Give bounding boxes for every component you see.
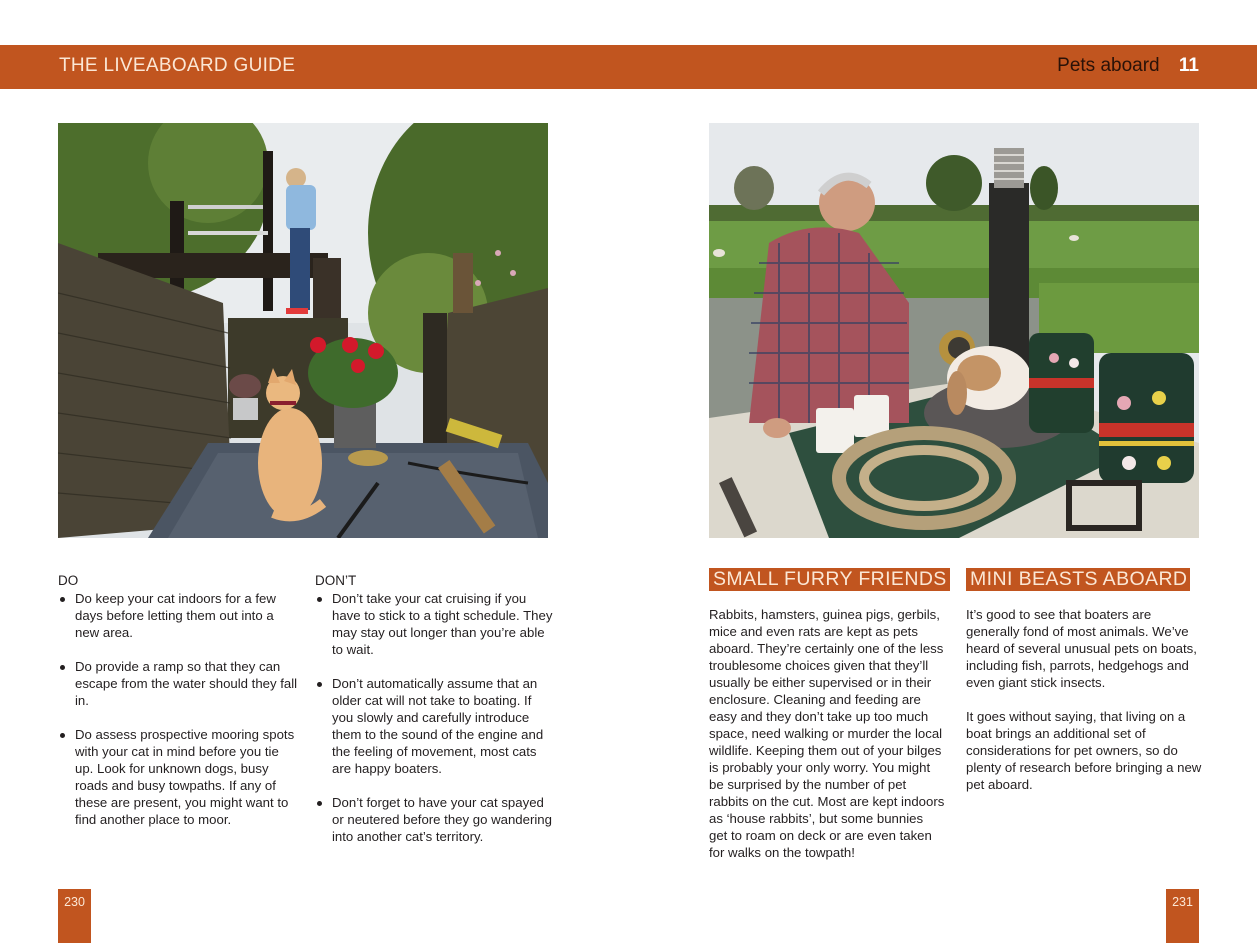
do-list [58, 590, 298, 828]
chapter-number: 11 [1178, 55, 1199, 76]
small-furry-friends-body [709, 606, 945, 861]
mini-beasts-heading: MINI BEASTS ABOARD [966, 568, 1190, 591]
small-furry-friends-section [709, 568, 945, 878]
section-title: Pets aboard [1057, 55, 1160, 76]
dont-heading: DON’T [315, 573, 357, 588]
header-section-info [1057, 55, 1199, 77]
mini-beasts-section [966, 568, 1202, 810]
do-column [58, 572, 298, 845]
do-item: Do assess prospective mooring spots with your cat in mind before you tie up. Look for unknown dogs, busy roads and busy towpaths. If any of these are present, you might want to find another place to moor. [58, 726, 298, 828]
dont-list [315, 590, 555, 845]
do-item: Do keep your cat indoors for a few days before letting them out into a new area. [58, 590, 298, 641]
photo-rabbit-on-boat [709, 123, 1199, 538]
man-with-rabbit-image [709, 123, 1199, 538]
body-paragraph: It’s good to see that boaters are generally fond of most animals. We’ve heard of several unusual pets on boats, including fish, parrots, hedgehogs and even giant stick insects. [966, 607, 1197, 690]
mini-beasts-body [966, 606, 1202, 793]
do-item: Do provide a ramp so that they can escape from the water should they fall in. [58, 658, 298, 709]
dont-item: Don’t take your cat cruising if you have to stick to a tight schedule. They may stay out longer than you’re able to wait. [315, 590, 555, 658]
body-paragraph: Rabbits, hamsters, guinea pigs, gerbils, mice and even rats are kept as pets aboard. They’re certainly one of the less troublesome choices given that they’ll usually be either supervised or in their enclosure. Cleaning and feeding are easy and they don’t take up too much space, need walking or murder the local wildlife. Keeping them out of your bilges is probably your only worry. You might be surprised by the number of pet rabbits on the cut. Most are kept indoors as ‘house rabbits’, but some bunnies get to roam on deck or are even taken for walks on the towpath! [709, 607, 945, 860]
running-header [0, 45, 1257, 89]
dont-item: Don’t automatically assume that an older cat will not take to boating. If you slowly and carefully introduce them to the sound of the engine and the feeling of movement, most cats are happy boaters. [315, 675, 555, 777]
book-title: THE LIVEABOARD GUIDE [59, 55, 296, 76]
cat-in-lock-image [58, 123, 548, 538]
page-number-right: 231 [1166, 889, 1199, 943]
small-furry-friends-heading: SMALL FURRY FRIENDS [709, 568, 950, 591]
dont-item: Don’t forget to have your cat spayed or neutered before they go wandering into another cat’s territory. [315, 794, 555, 845]
body-paragraph: It goes without saying, that living on a boat brings an additional set of considerations for pet owners, so do plenty of research before bringing a new pet aboard. [966, 709, 1202, 792]
photo-cat-on-boat [58, 123, 548, 538]
dont-column [315, 572, 555, 862]
page-number-left: 230 [58, 889, 91, 943]
do-heading: DO [58, 573, 79, 588]
